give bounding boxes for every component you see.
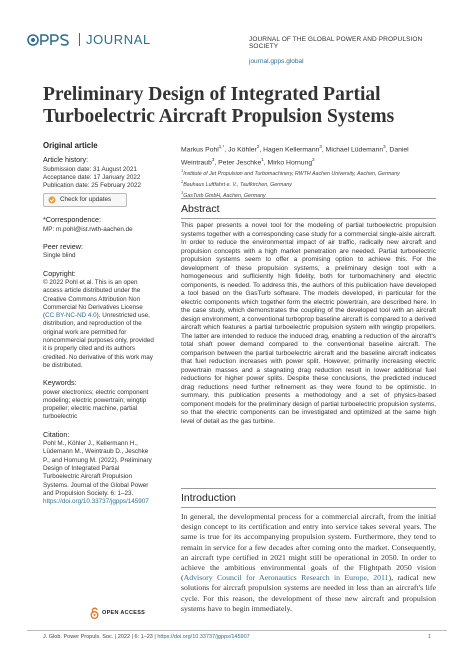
open-access-label: OPEN ACCESS xyxy=(102,610,146,616)
open-access-lock-icon xyxy=(90,607,99,619)
check-for-updates-button[interactable] xyxy=(43,193,127,207)
footer-doi-link[interactable]: https://doi.org/10.33737/jgpps/145907 xyxy=(157,634,250,640)
journal-label: JOURNAL xyxy=(86,32,151,47)
author-affil-sup: 2 xyxy=(312,156,315,162)
author-affil-sup: 1,* xyxy=(218,144,225,149)
keywords-label: Keywords: xyxy=(43,378,77,388)
copyright-label: Copyright: xyxy=(43,268,76,278)
check-for-updates-label: Check for updates xyxy=(60,196,112,204)
page-number: 1 xyxy=(428,634,432,640)
affiliation-text: Bauhaus Luftfahrt e. V., Taufkirchen, Germany xyxy=(183,181,292,188)
affiliation-sup: 2 xyxy=(181,179,184,185)
peer-review-type: Single blind xyxy=(43,252,76,260)
correspondence-label: *Correspondence: xyxy=(43,215,101,225)
footer-citation: J. Glob. Power Propuls. Soc. | 2022 | 6: 1–23 | xyxy=(43,634,158,640)
affiliation-text: Institute of Jet Propulsion and Turbomachinery, RWTH Aachen University, Aachen, Germany xyxy=(183,170,400,177)
intro-top-rule xyxy=(181,488,436,489)
affiliation-item xyxy=(181,189,436,200)
article-type: Original article xyxy=(43,141,98,150)
affiliation-sup: 1 xyxy=(181,168,184,173)
affiliation-item xyxy=(181,178,436,189)
author-name: , Jo Köhler xyxy=(224,146,257,154)
affiliation-sup: 3 xyxy=(181,190,184,196)
author-affil-sup: 3 xyxy=(383,144,386,149)
abstract-text: This paper presents a novel tool for the modeling of partial turboelectric propulsion systems together with a corresponding case study for a commercial single-aisle aircraft. In order to reduce the environmental impact of air traffic, radically new aircraft and propulsion concepts with a high market penetration are needed. Partial turboelectric propulsion systems seem to offer a promising option to achieve this. For the development of these propulsion systems, a preliminary design tool with a homogeneous and sufficiently high fidelity, both for turbomachinery and electric components, is needed. To address this, the authors of this publication have developed a tool based on the GasTurb software. The models developed, in particular for the electric components which together form the electric powertrain, are described here. In the case study, which demonstrates the coupling of the developed tool with an aircraft design environment, a conventional turboprop baseline aircraft is compared to a derived aircraft which features a partial turboelectric propulsion system with wingtip propellers. The latter are intended to reduce the induced drag, enabling a reduction of the aircraft's total shaft power demand compared to the conventional baseline aircraft. The comparison between the partial turboelectric aircraft and the baseline aircraft indicates that fuel reduction increases with power split. However, primarily increasing electric powertrain masses and a stagnating drag reduction result in lower additional fuel reductions for higher power splits. Despite these conclusions, the predicted induced drag reductions need further refinement as they were found to be optimistic. In summary, this publication presents a methodology and a set of physics-based component models for the preliminary design of partial turboelectric propulsion systems, so that the electric components can be investigated and optimized at the same high level of detail as the gas turbine. xyxy=(181,222,436,425)
author-name: , Peter Jeschke xyxy=(214,159,262,167)
publication-date: Publication date: 25 February 2022 xyxy=(43,182,142,190)
footer-journal-ref xyxy=(43,634,250,640)
copyright-text-part1: © 2022 Pohl et al. This is an open access article distributed under the Creative Commons Attribution Non Commercial No Derivatives License ( xyxy=(43,278,143,320)
abstract-bottom-rule xyxy=(181,218,436,219)
citation-text xyxy=(43,440,155,506)
author-name: , Daniel Weintraub xyxy=(181,146,409,167)
affiliation-list xyxy=(181,167,436,201)
intro-bottom-rule xyxy=(181,507,436,508)
crossmark-icon xyxy=(48,196,56,204)
acceptance-date: Acceptance date: 17 January 2022 xyxy=(43,173,141,181)
article-title: Preliminary Design of Integrated Partial Turboelectric Aircraft Propulsion Systems xyxy=(43,84,395,127)
author-name: , Michael Lüdemann xyxy=(321,146,384,154)
peer-review-label: Peer review: xyxy=(43,242,83,252)
author-name: Markus Pohl xyxy=(181,146,219,154)
logo-divider xyxy=(79,33,80,46)
journal-url-link[interactable]: journal.gpps.global xyxy=(249,58,304,65)
author-name: , Hagen Kellermann xyxy=(259,146,320,154)
affiliation-text: GasTurb GmbH, Aachen, Germany xyxy=(183,193,266,200)
abstract-heading: Abstract xyxy=(181,203,220,215)
footer-rule xyxy=(27,630,447,631)
author-affil-sup: 1 xyxy=(261,156,264,162)
journal-name: JOURNAL OF THE GLOBAL POWER AND PROPULSION SOCIETY xyxy=(249,36,423,50)
gpps-logo-icon xyxy=(27,33,73,47)
citation-label: Citation: xyxy=(43,429,70,439)
author-affil-sup: 2 xyxy=(256,144,260,149)
journal-info xyxy=(249,36,449,68)
abstract-top-rule xyxy=(181,198,436,199)
copyright-text-part2: ). Unrestricted use, distribution, and reproduction of the original work are permitted for noncommercial purposes only, provided it is properly cited and its authors credited. No derivative of this work may be distributed. xyxy=(43,312,154,369)
article-sidebar xyxy=(43,142,155,506)
introduction-text xyxy=(181,512,436,614)
author-affil-sup: 3 xyxy=(211,156,215,162)
license-link[interactable]: CC BY-NC-ND 4.0 xyxy=(45,312,97,320)
doi-link[interactable]: https://doi.org/10.33737/jgpps/145907 xyxy=(43,498,149,506)
citation-text-body: Pohl M., Köhler J., Kellermann H., Lüdemann M., Weintraub D., Jeschke P., and Hornung M. (2022). Preliminary Design of Integrated Partial Turboelectric Aircraft Propulsion Systems. Journal of the Global Power and Propulsion Society. 6: 1–23. xyxy=(43,440,152,497)
submission-date: Submission date: 31 August 2021 xyxy=(43,165,137,173)
keywords-list: power electronics; electric component modeling; electric powertrain; wingtip propeller; electric machine, partial turboelectric xyxy=(43,388,149,421)
open-access-badge xyxy=(90,607,145,619)
reference-link[interactable]: Advisory Council for Aeronautics Research in Europe, 2011 xyxy=(183,573,389,583)
author-list xyxy=(181,142,436,168)
introduction-text-part1: In general, the developmental process for a commercial aircraft, from the initial design concept to its certification and entry into service takes several years. The same is true for its accompanying propulsion system. Furthermore, they tend to remain in service for a few decades after coming onto the market. Consequently, an aircraft type certified in 2021 might still be operational in 2050. In order to achieve the ambitious environmental goals of the Flightpath 2050 vision ( xyxy=(181,512,436,583)
copyright-text xyxy=(43,279,155,370)
journal-logo xyxy=(27,32,151,47)
author-affil-sup: 3 xyxy=(319,144,322,149)
correspondence-email: MP: m.pohl@ist.rwth-aachen.de xyxy=(43,225,133,233)
history-label: Article history: xyxy=(43,155,89,165)
introduction-text-part2: ), radical new solutions for aircraft propulsion systems are needed in less than an aircraft's life cycle. For this reason, the development of these new aircraft and propulsion systems have to begin immediately. xyxy=(181,573,436,613)
introduction-heading: Introduction xyxy=(181,492,236,504)
affiliation-item xyxy=(181,167,436,178)
author-name: , Mirko Hornung xyxy=(263,159,313,167)
